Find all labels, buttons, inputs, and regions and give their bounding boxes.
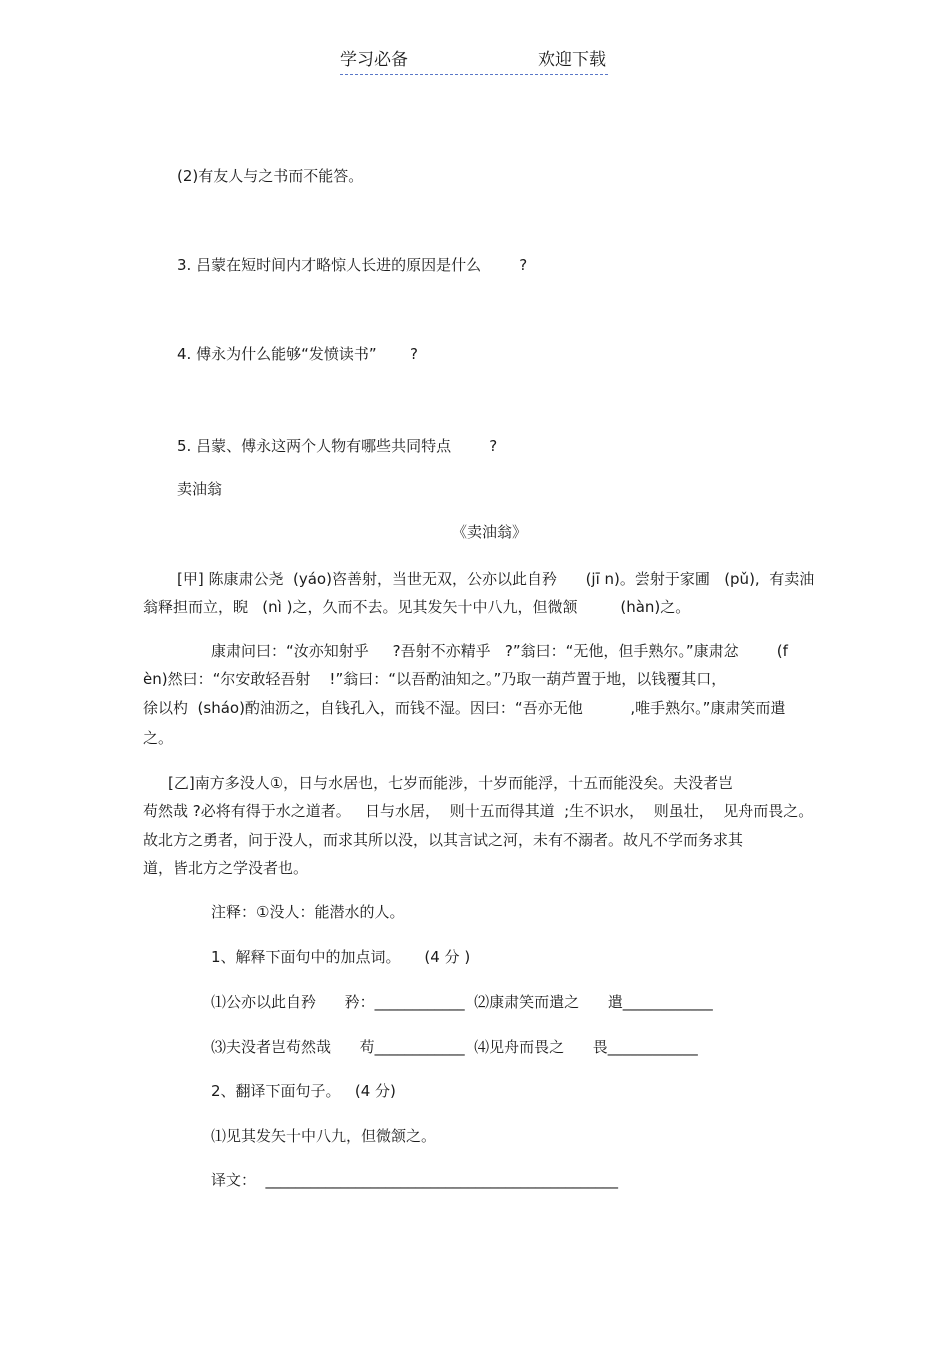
exercise-2-heading: 2、翻译下面句子。 (4 分) bbox=[211, 1082, 396, 1100]
translation-answer-line: 译文： _______________________________________________ bbox=[211, 1171, 619, 1189]
passage-jia-line: [甲] 陈康肃公尧 (yáo)咨善射，当世无双，公亦以此自矜 (jī n)。尝射于家圃 (pǔ), 有卖油 bbox=[177, 570, 815, 588]
section-label: 卖油翁 bbox=[177, 480, 223, 498]
page-header bbox=[340, 48, 608, 75]
passage-jia-line: 翁释担而立，睨 (nì )之，久而不去。见其发矢十中八九，但微颔 (hàn)之。 bbox=[143, 598, 691, 616]
exercise-2-sentence: ⑴见其发矢十中八九，但微颔之。 bbox=[211, 1127, 437, 1145]
passage-yi-line: 故北方之勇者，问于没人，而求其所以没，以其言试之河，未有不溺者。故凡不学而务求其 bbox=[143, 831, 744, 849]
exercise-1-row: ⑶夫没者岂苟然哉 苟____________ ⑷见舟而畏之 畏____________ bbox=[211, 1038, 698, 1056]
passage-yi-line: [乙]南方多没人①，日与水居也，七岁而能涉，十岁而能浮，十五而能没矣。夫没者岂 bbox=[168, 774, 734, 792]
exercise-1-row: ⑴公亦以此自矜 矜：____________ ⑵康肃笑而遣之 遣____________ bbox=[211, 993, 713, 1011]
passage-jia-line: 徐以杓 (sháo)酌油沥之，自钱孔入，而钱不湿。因曰：“吾亦无他 ,唯手熟尔。”康肃笑而遣 bbox=[143, 699, 786, 717]
exercise-1-heading: 1、解释下面句中的加点词。 (4 分 ) bbox=[211, 948, 471, 966]
question-4: 4. 傅永为什么能够“发愤读书” ? bbox=[177, 345, 418, 363]
passage-yi-line: 道，皆北方之学没者也。 bbox=[143, 859, 309, 877]
passage-yi-line: 苟然哉 ?必将有得于水之道者。 日与水居， 则十五而得其道 ;生不识水， 则虽壮， 见舟而畏之。 bbox=[143, 802, 814, 820]
question-2-2: (2)有友人与之书而不能答。 bbox=[177, 167, 364, 185]
annotation-note: 注释：①没人：能潜水的人。 bbox=[211, 903, 405, 921]
question-5: 5. 吕蒙、傅永这两个人物有哪些共同特点 ? bbox=[177, 437, 498, 455]
passage-jia-line: 康肃问曰：“汝亦知射乎 ?吾射不亦精乎 ?”翁曰：“无他，但手熟尔。”康肃忿 (f bbox=[211, 642, 788, 660]
header-right-text: 欢迎下载 bbox=[538, 50, 606, 70]
passage-jia-line: èn)然曰：“尔安敢轻吾射 !”翁曰：“以吾酌油知之。”乃取一葫芦置于地，以钱覆其口， bbox=[143, 670, 727, 688]
question-3: 3. 吕蒙在短时间内才略惊人长进的原因是什么 ? bbox=[177, 256, 528, 274]
article-title: 《卖油翁》 bbox=[452, 523, 528, 541]
header-left-text: 学习必备 bbox=[340, 50, 408, 70]
passage-jia-line: 之。 bbox=[143, 729, 174, 747]
